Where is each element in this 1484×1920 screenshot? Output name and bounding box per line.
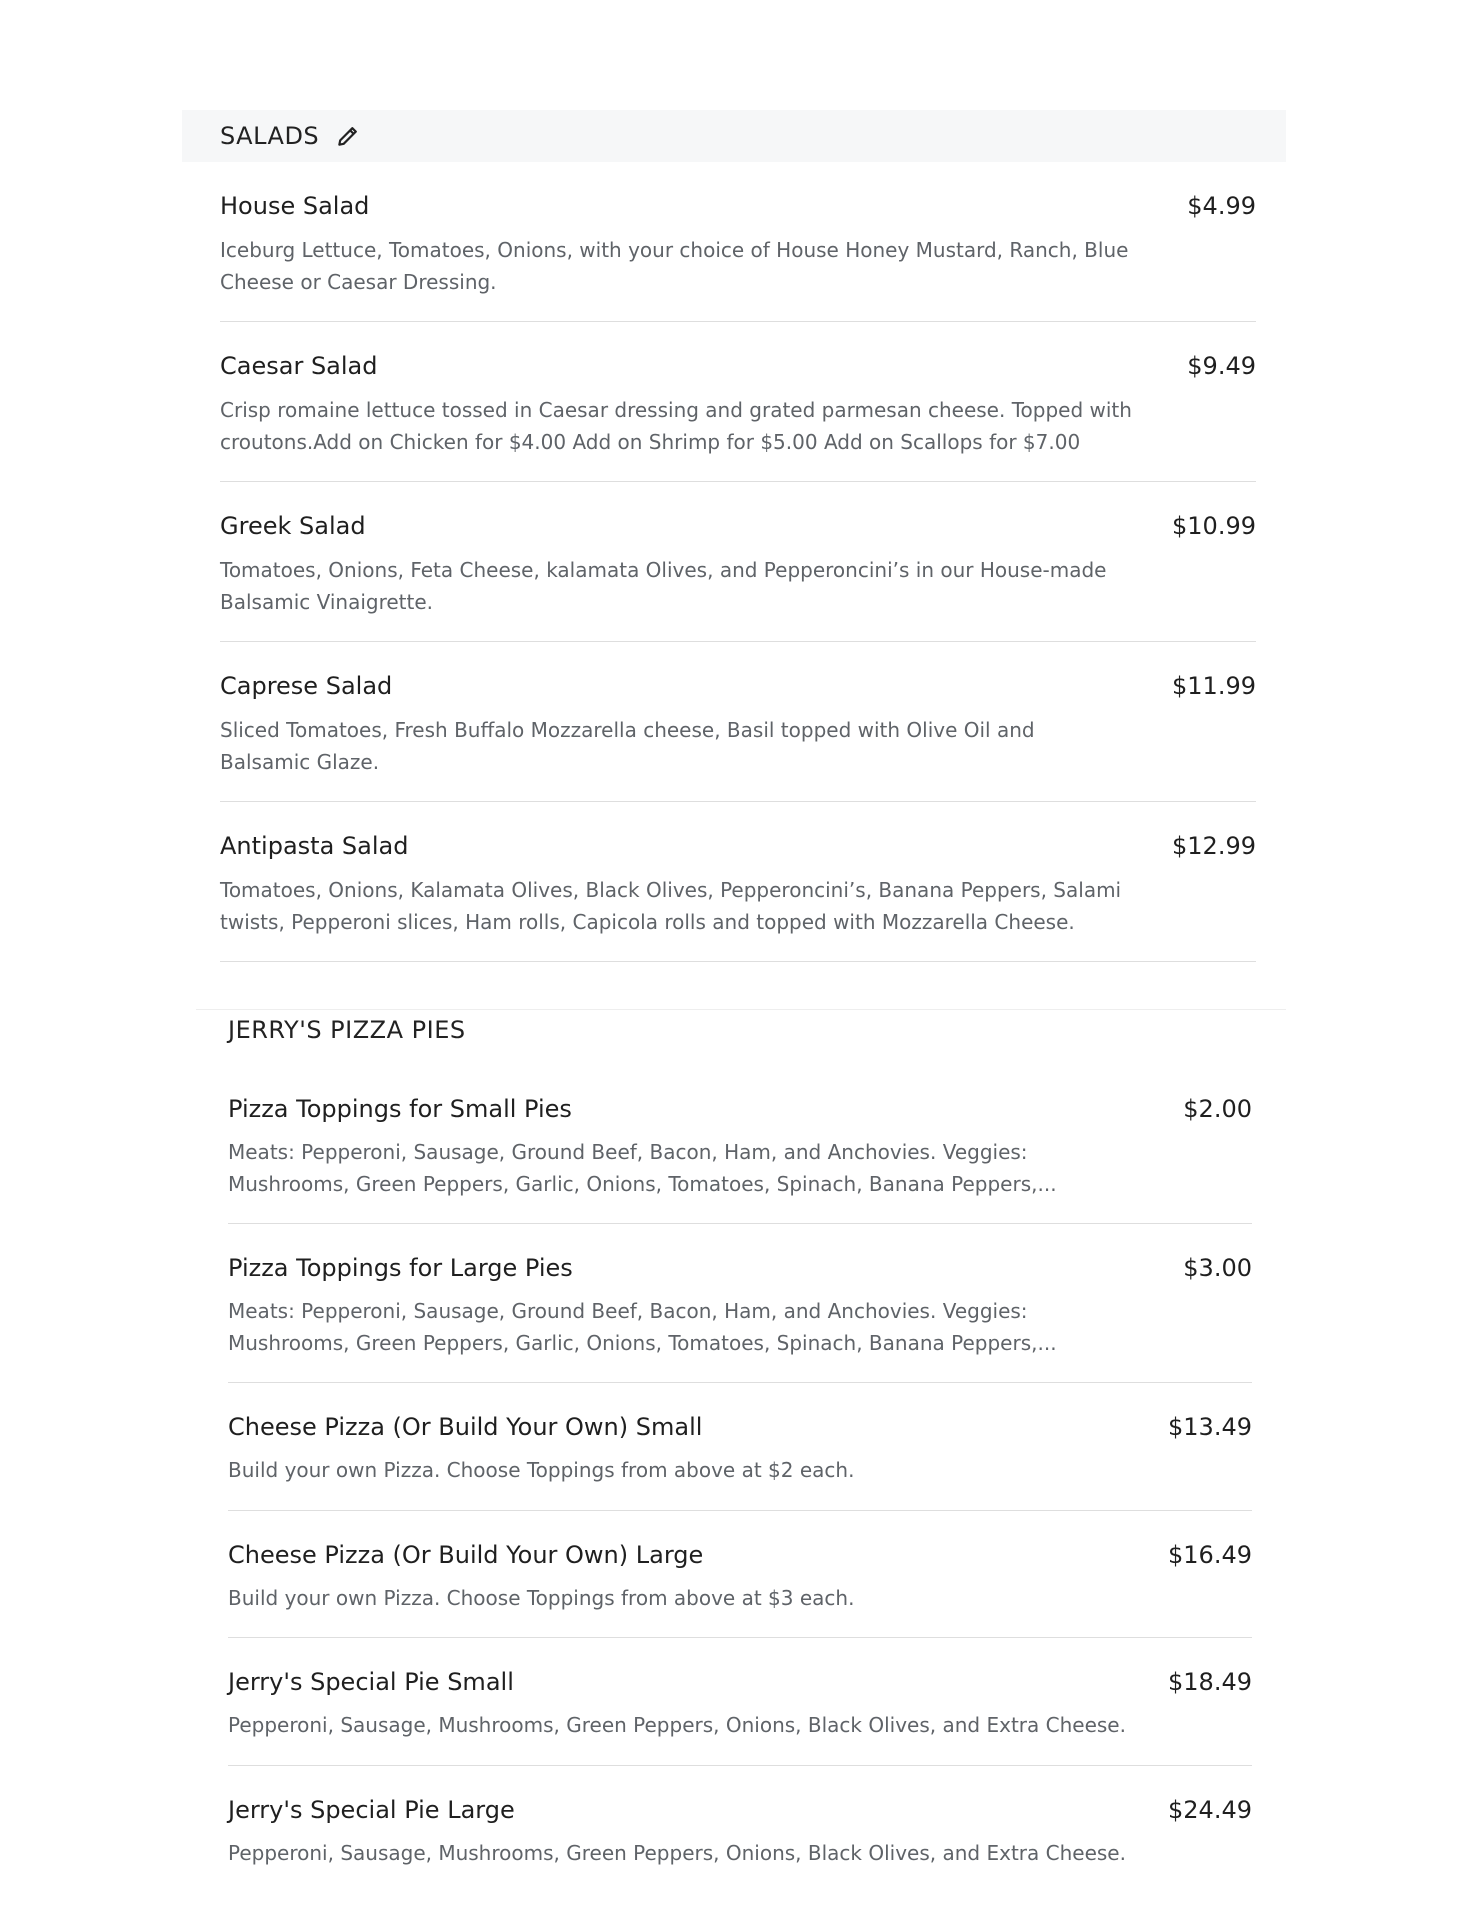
item-price: $3.00: [1183, 1254, 1252, 1282]
pizza-section: [228, 1016, 1252, 1044]
menu-item[interactable]: [228, 1511, 1252, 1638]
item-description-line: Tomatoes, Onions, Kalamata Olives, Black Olives, Pepperoncini’s, Banana Peppers, Salami: [220, 878, 1122, 902]
item-description-line: Balsamic Glaze.: [220, 750, 380, 774]
item-name: Caesar Salad: [220, 352, 378, 380]
item-name: Cheese Pizza (Or Build Your Own) Large: [228, 1541, 704, 1569]
item-description-line: Mushrooms, Green Peppers, Garlic, Onions, Tomatoes, Spinach, Banana Peppers,...: [228, 1172, 1057, 1196]
item-description: [228, 1837, 1126, 1869]
section-title: SALADS: [220, 122, 320, 150]
item-description: [228, 1136, 1057, 1200]
item-price: $24.49: [1168, 1796, 1252, 1824]
menu-item[interactable]: [228, 1638, 1252, 1766]
item-description-line: Tomatoes, Onions, Feta Cheese, kalamata Olives, and Pepperoncini’s in our House-made: [220, 558, 1107, 582]
menu-item[interactable]: [228, 1766, 1252, 1866]
salads-section-header: [182, 110, 1286, 162]
item-description-line: Sliced Tomatoes, Fresh Buffalo Mozzarella cheese, Basil topped with Olive Oil and: [220, 718, 1035, 742]
section-title: JERRY'S PIZZA PIES: [228, 1016, 466, 1044]
item-name: Pizza Toppings for Small Pies: [228, 1095, 572, 1123]
item-description-line: croutons.Add on Chicken for $4.00 Add on Shrimp for $5.00 Add on Scallops for $7.00: [220, 430, 1081, 454]
item-description-line: Cheese or Caesar Dressing.: [220, 270, 497, 294]
item-description-line: Crisp romaine lettuce tossed in Caesar dressing and grated parmesan cheese. Topped with: [220, 398, 1132, 422]
item-name: House Salad: [220, 192, 370, 220]
pizza-list: [228, 1064, 1252, 1866]
item-description-line: Pepperoni, Sausage, Mushrooms, Green Peppers, Onions, Black Olives, and Extra Cheese.: [228, 1713, 1126, 1737]
item-name: Greek Salad: [220, 512, 366, 540]
item-description: [220, 874, 1121, 938]
item-price: $4.99: [1187, 192, 1256, 220]
item-name: Cheese Pizza (Or Build Your Own) Small: [228, 1413, 703, 1441]
item-description-line: Build your own Pizza. Choose Toppings from above at $3 each.: [228, 1586, 855, 1610]
menu-item[interactable]: [228, 1383, 1252, 1511]
menu-item[interactable]: [228, 1064, 1252, 1224]
item-price: $13.49: [1168, 1413, 1252, 1441]
item-description-line: Pepperoni, Sausage, Mushrooms, Green Peppers, Onions, Black Olives, and Extra Cheese.: [228, 1841, 1126, 1865]
item-description: [220, 234, 1128, 298]
item-description: [228, 1709, 1126, 1741]
item-name: Jerry's Special Pie Small: [228, 1668, 514, 1696]
item-description-line: Build your own Pizza. Choose Toppings from above at $2 each.: [228, 1458, 855, 1482]
item-price: $18.49: [1168, 1668, 1252, 1696]
item-price: $16.49: [1168, 1541, 1252, 1569]
item-description-line: Iceburg Lettuce, Tomatoes, Onions, with your choice of House Honey Mustard, Ranch, Blue: [220, 238, 1129, 262]
item-price: $9.49: [1187, 352, 1256, 380]
menu-item[interactable]: [220, 802, 1256, 962]
item-description: [220, 714, 1035, 778]
menu-item[interactable]: [220, 162, 1256, 322]
item-price: $11.99: [1172, 672, 1256, 700]
item-price: $12.99: [1172, 832, 1256, 860]
item-name: Antipasta Salad: [220, 832, 409, 860]
item-name: Pizza Toppings for Large Pies: [228, 1254, 573, 1282]
menu-item[interactable]: [220, 322, 1256, 482]
item-description-line: twists, Pepperoni slices, Ham rolls, Capicola rolls and topped with Mozzarella Cheese.: [220, 910, 1075, 934]
item-description: [220, 554, 1106, 618]
pizza-section-divider: [196, 1009, 1286, 1010]
item-name: Caprese Salad: [220, 672, 393, 700]
item-description: [220, 394, 1132, 458]
menu-item[interactable]: [220, 642, 1256, 802]
item-description: [228, 1295, 1057, 1359]
item-description: [228, 1454, 854, 1486]
menu-item[interactable]: [220, 482, 1256, 642]
item-description-line: Mushrooms, Green Peppers, Garlic, Onions, Tomatoes, Spinach, Banana Peppers,...: [228, 1331, 1057, 1355]
item-price: $10.99: [1172, 512, 1256, 540]
item-description-line: Meats: Pepperoni, Sausage, Ground Beef, Bacon, Ham, and Anchovies. Veggies:: [228, 1140, 1028, 1164]
salads-list: [220, 162, 1256, 962]
item-description-line: Meats: Pepperoni, Sausage, Ground Beef, Bacon, Ham, and Anchovies. Veggies:: [228, 1299, 1028, 1323]
item-description: [228, 1582, 854, 1614]
item-description-line: Balsamic Vinaigrette.: [220, 590, 434, 614]
item-name: Jerry's Special Pie Large: [228, 1796, 515, 1824]
item-price: $2.00: [1183, 1095, 1252, 1123]
salads-section: [182, 110, 1286, 162]
pencil-icon[interactable]: [335, 123, 361, 149]
menu-item[interactable]: [228, 1224, 1252, 1383]
